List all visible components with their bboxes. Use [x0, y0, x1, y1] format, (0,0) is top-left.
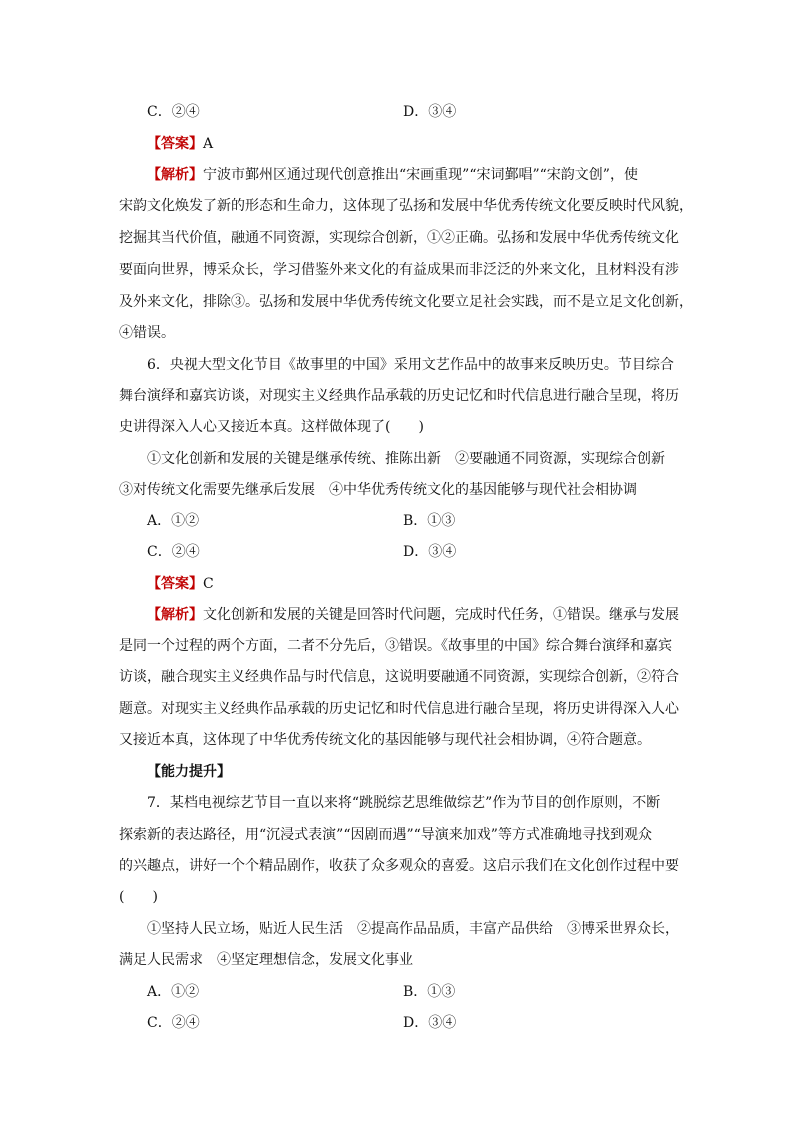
- q5-analysis-line-1: [147, 165, 638, 185]
- q5-analysis-line-4: 要面向世界，博采众长，学习借鉴外来文化的有益成果而非泛泛的外来文化，且材料没有涉: [119, 262, 679, 278]
- q6-answer-value: C: [203, 576, 214, 592]
- q6-analysis-text-1: 文化创新和发展的关键是回答时代问题，完成时代任务，①错误。继承与发展: [203, 607, 679, 623]
- q6-stem-line-2: 舞台演绎和嘉宾访谈，对现实主义经典作品承载的历史记忆和时代信息进行融合呈现，将历: [119, 388, 679, 404]
- q6-stem-line-3: 史讲得深入人心又接近本真。这样做体现了( ): [119, 419, 424, 435]
- q6-option-c: C．②④: [147, 544, 200, 560]
- q6-option-d: D．③④: [403, 544, 457, 560]
- q5-analysis-line-3: 挖掘其当代价值，融通不同资源，实现综合创新，①②正确。弘扬和发展中华优秀传统文化: [119, 230, 679, 246]
- q5-analysis-line-6: ④错误。: [119, 325, 175, 341]
- q5-option-d: D．③④: [403, 104, 457, 120]
- q5-answer-label: 【答案】: [147, 136, 203, 152]
- q5-analysis-line-2: 宋韵文化焕发了新的形态和生命力，这体现了弘扬和发展中华优秀传统文化要反映时代风貌，: [119, 198, 693, 214]
- q5-option-c: C．②④: [147, 104, 200, 120]
- q5-analysis-label: 【解析】: [147, 167, 203, 183]
- q6-statements-line-2: ③对传统文化需要先继承后发展 ④中华优秀传统文化的基因能够与现代社会相协调: [119, 482, 637, 498]
- q7-option-c: C．②④: [147, 1015, 200, 1031]
- q6-option-b: B．①③: [403, 513, 456, 529]
- q6-analysis-line-2: 是同一个过程的两个方面，二者不分先后，③错误。《故事里的中国》综合舞台演绎和嘉宾: [119, 638, 672, 654]
- q5-analysis-text-1: 宁波市鄞州区通过现代创意推出“宋画重现”“宋词鄞唱”“宋韵文创”，使: [203, 167, 638, 183]
- q5-answer-value: A: [203, 136, 214, 152]
- q7-stem-line-4: ( ): [119, 889, 158, 905]
- q6-analysis-label: 【解析】: [147, 607, 203, 623]
- q5-answer: [147, 134, 213, 154]
- q7-option-d: D．③④: [403, 1015, 457, 1031]
- q6-statements-line-1: ①文化创新和发展的关键是继承传统、推陈出新 ②要融通不同资源，实现综合创新: [147, 451, 665, 467]
- q6-option-a: A．①②: [147, 513, 200, 529]
- q5-analysis-line-5: 及外来文化，排除③。弘扬和发展中华优秀传统文化要立足社会实践，而不是立足文化创新，: [119, 294, 693, 310]
- q6-stem-line-1: 6．央视大型文化节目《故事里的中国》采用文艺作品中的故事来反映历史。节目综合: [147, 357, 674, 373]
- q7-option-a: A．①②: [147, 984, 200, 1000]
- q6-analysis-line-4: 题意。对现实主义经典作品承载的历史记忆和时代信息进行融合呈现，将历史讲得深入人心: [119, 701, 679, 717]
- q6-answer: [147, 574, 214, 594]
- q7-option-b: B．①③: [403, 984, 456, 1000]
- q6-answer-label: 【答案】: [147, 576, 203, 592]
- q7-stem-line-1: 7．某档电视综艺节目一直以来将“跳脱综艺思维做综艺”作为节目的创作原则，不断: [147, 795, 661, 811]
- q7-stem-line-3: 的兴趣点，讲好一个个精品剧作，收获了众多观众的喜爱。这启示我们在文化创作过程中要: [119, 858, 679, 874]
- q6-analysis-line-1: [147, 605, 679, 625]
- q7-stem-line-2: 探索新的表达路径，用“沉浸式表演”“因剧而遇”“导演来加戏”等方式准确地寻找到观众: [119, 827, 652, 843]
- q6-analysis-line-5: 又接近本真，这体现了中华优秀传统文化的基因能够与现代社会相协调，④符合题意。: [119, 732, 651, 748]
- q7-statements-line-1: ①坚持人民立场，贴近人民生活 ②提高作品品质，丰富产品供给 ③博采世界众长，: [147, 921, 679, 937]
- section-heading-ability: 【能力提升】: [147, 764, 231, 780]
- q7-statements-line-2: 满足人民需求 ④坚定理想信念，发展文化事业: [119, 952, 413, 968]
- q6-analysis-line-3: 访谈，融合现实主义经典作品与时代信息，这说明要融通不同资源，实现综合创新，②符合: [119, 669, 679, 685]
